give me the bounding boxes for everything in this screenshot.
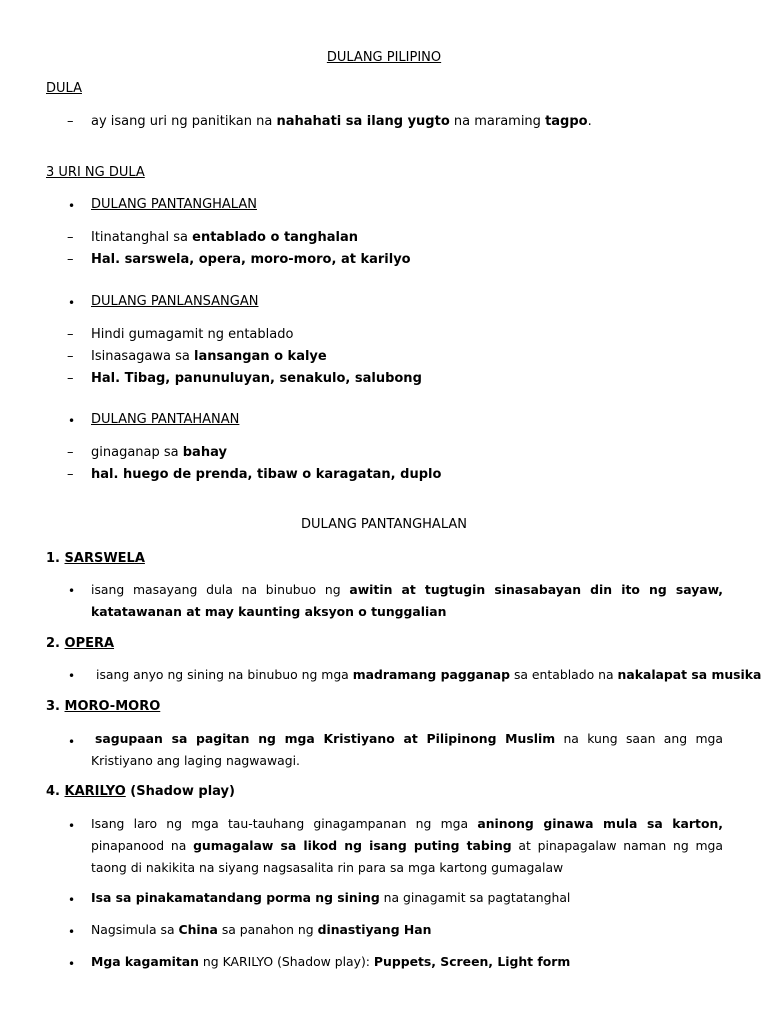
dash-marker: – xyxy=(67,230,74,245)
dash-marker: – xyxy=(67,327,74,342)
pantanghalan-line-1: Itinatanghal sa entablado o tanghalan xyxy=(91,230,358,245)
bullet-marker: • xyxy=(68,957,76,971)
opera-text: isang anyo ng sining na binubuo ng mga madramang pagganap sa entablado na nakalapat sa musika xyxy=(96,667,762,682)
uri-panlansangan-label: DULANG PANLANSANGAN xyxy=(91,294,259,309)
karilyo-bullet-3: Nagsimula sa China sa panahon ng dinastiyang Han xyxy=(91,922,432,937)
karilyo-bullet-2: Isa sa pinakamatandang porma ng sining na ginagamit sa pagtatanghal xyxy=(91,890,571,905)
panlansangan-line-2: Isinasagawa sa lansangan o kalye xyxy=(91,349,327,364)
karilyo-heading: 4. KARILYO (Shadow play) xyxy=(46,784,235,799)
bullet-marker: • xyxy=(68,584,76,598)
uri-pantahanan-label: DULANG PANTAHANAN xyxy=(91,412,240,427)
sarswela-heading: 1. SARSWELA xyxy=(46,551,145,566)
dash-marker: – xyxy=(67,371,74,386)
sarswela-text: isang masayang dula na binubuo ng awitin at tugtugin sinasabayan din ito ng sayaw, katatawanan at may kaunting aksyon o tunggalian xyxy=(91,582,724,619)
bullet-marker: • xyxy=(68,819,76,833)
panlansangan-line-3: Hal. Tibag, panunuluyan, senakulo, salubong xyxy=(91,371,422,386)
karilyo-bullet-4: Mga kagamitan ng KARILYO (Shadow play): Puppets, Screen, Light form xyxy=(91,954,571,969)
section-title: DULANG PANTANGHALAN xyxy=(301,517,467,532)
bullet-marker: • xyxy=(68,925,76,939)
opera-heading: 2. OPERA xyxy=(46,636,115,651)
karilyo-bullet-1: Isang laro ng mga tau-tauhang ginagampanan ng mga aninong ginawa mula sa karton, pinapanood na gumagalaw sa likod ng isang puting tabing at pinapagalaw naman ng mga taong di nakikita na siyang nagsasalita rin para sa mga kartong gumagalaw xyxy=(91,816,723,875)
pantahanan-line-1: ginaganap sa bahay xyxy=(91,445,227,460)
dash-marker: – xyxy=(67,252,74,267)
bullet-marker: • xyxy=(68,296,76,310)
bullet-marker: • xyxy=(68,414,76,428)
panlansangan-line-1: Hindi gumagamit ng entablado xyxy=(91,327,294,342)
dula-heading: DULA xyxy=(46,81,82,96)
dash-marker: – xyxy=(67,445,74,460)
bullet-marker: • xyxy=(68,669,76,683)
pantahanan-line-2: hal. huego de prenda, tibaw o karagatan, duplo xyxy=(91,467,442,482)
pantanghalan-line-2: Hal. sarswela, opera, moro-moro, at karilyo xyxy=(91,252,411,267)
page-title: DULANG PILIPINO xyxy=(326,50,442,65)
dash-marker: – xyxy=(67,349,74,364)
uri-heading: 3 URI NG DULA xyxy=(46,165,145,180)
uri-pantanghalan-label: DULANG PANTANGHALAN xyxy=(91,197,257,212)
dula-definition: ay isang uri ng panitikan na nahahati sa ilang yugto na maraming tagpo. xyxy=(91,114,592,129)
moro-text: sagupaan sa pagitan ng mga Kristiyano at Pilipinong Muslim na kung saan ang mga Kristiyano ang laging nagwawagi. xyxy=(91,731,723,768)
dash-marker: – xyxy=(67,114,74,129)
bullet-marker: • xyxy=(68,199,76,213)
bullet-marker: • xyxy=(68,735,76,749)
moro-heading: 3. MORO-MORO xyxy=(46,699,161,714)
dash-marker: – xyxy=(67,467,74,482)
bullet-marker: • xyxy=(68,893,76,907)
